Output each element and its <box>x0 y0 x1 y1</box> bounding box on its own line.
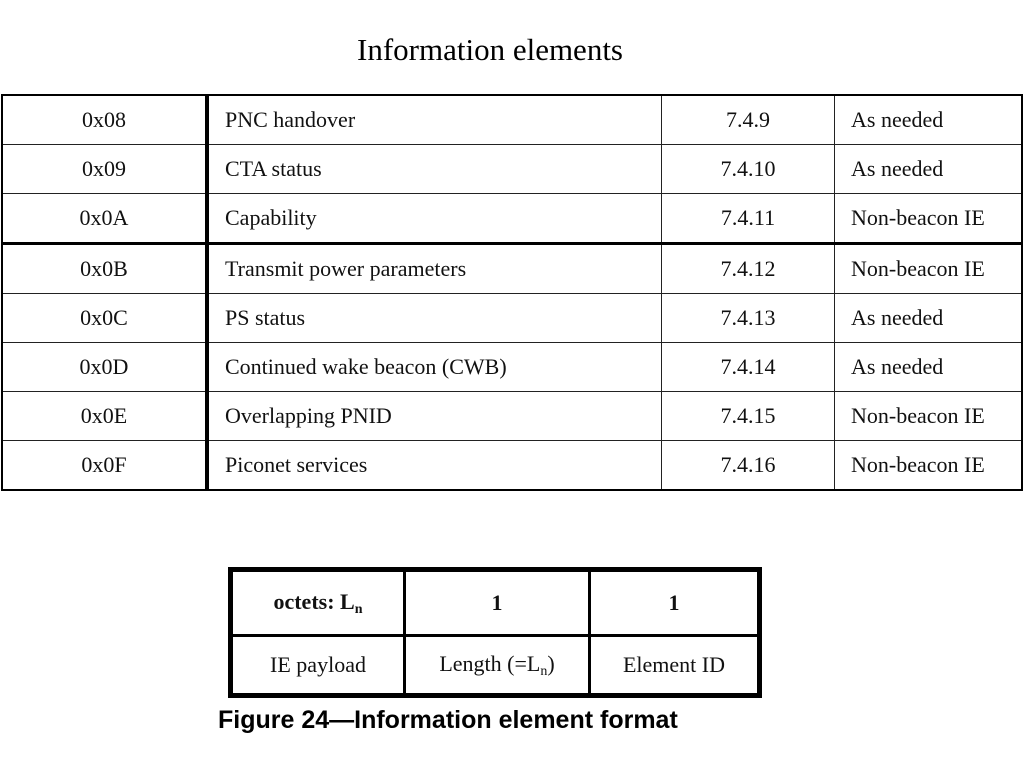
element-id-field-cell: Element ID <box>590 636 760 696</box>
subclause-cell: 7.4.16 <box>662 441 835 491</box>
element-id-cell: 0x09 <box>2 145 207 194</box>
element-id-cell: 0x0D <box>2 343 207 392</box>
subclause-cell: 7.4.14 <box>662 343 835 392</box>
table-row <box>2 145 1022 194</box>
table-row <box>2 441 1022 491</box>
usage-cell: Non-beacon IE <box>835 441 1023 491</box>
element-id-cell: 0x08 <box>2 95 207 145</box>
length-field-label: Length (=L <box>439 650 541 676</box>
subclause-cell: 7.4.10 <box>662 145 835 194</box>
length-octets-cell: 1 <box>405 570 590 636</box>
subclause-cell: 7.4.9 <box>662 95 835 145</box>
element-name-cell: CTA status <box>207 145 662 194</box>
subclause-cell: 7.4.11 <box>662 194 835 244</box>
ie-format-figure-table <box>228 567 762 698</box>
table-row <box>2 194 1022 244</box>
payload-field-cell: IE payload <box>231 636 405 696</box>
octets-row <box>231 570 760 636</box>
table-row <box>2 343 1022 392</box>
payload-octets-subscript: n <box>354 601 363 617</box>
element-id-cell: 0x0B <box>2 244 207 294</box>
figure-caption: Figure 24—Information element format <box>218 706 678 734</box>
slide-title: Information elements <box>357 32 623 67</box>
usage-cell: Non-beacon IE <box>835 194 1023 244</box>
element-name-cell: Capability <box>207 194 662 244</box>
element-id-cell: 0x0A <box>2 194 207 244</box>
element-name-cell: PS status <box>207 294 662 343</box>
subclause-cell: 7.4.15 <box>662 392 835 441</box>
length-field-subscript: n <box>540 663 548 679</box>
length-field-suffix: ) <box>547 650 555 676</box>
subclause-cell: 7.4.12 <box>662 244 835 294</box>
usage-cell: As needed <box>835 95 1023 145</box>
usage-cell: Non-beacon IE <box>835 392 1023 441</box>
element-id-cell: 0x0C <box>2 294 207 343</box>
fields-row <box>231 636 760 696</box>
length-field-cell <box>405 636 590 696</box>
table-row <box>2 95 1022 145</box>
table-row <box>2 244 1022 294</box>
table-row <box>2 392 1022 441</box>
element-id-cell: 0x0F <box>2 441 207 491</box>
element-id-cell: 0x0E <box>2 392 207 441</box>
subclause-cell: 7.4.13 <box>662 294 835 343</box>
element-name-cell: Transmit power parameters <box>207 244 662 294</box>
payload-octets-label: octets: L <box>273 588 355 614</box>
element-name-cell: Overlapping PNID <box>207 392 662 441</box>
usage-cell: As needed <box>835 343 1023 392</box>
usage-cell: As needed <box>835 294 1023 343</box>
information-elements-table <box>1 94 1023 491</box>
element-id-octets-cell: 1 <box>590 570 760 636</box>
usage-cell: Non-beacon IE <box>835 244 1023 294</box>
usage-cell: As needed <box>835 145 1023 194</box>
element-name-cell: Piconet services <box>207 441 662 491</box>
element-name-cell: PNC handover <box>207 95 662 145</box>
table-row <box>2 294 1022 343</box>
element-name-cell: Continued wake beacon (CWB) <box>207 343 662 392</box>
payload-octets-cell <box>231 570 405 636</box>
